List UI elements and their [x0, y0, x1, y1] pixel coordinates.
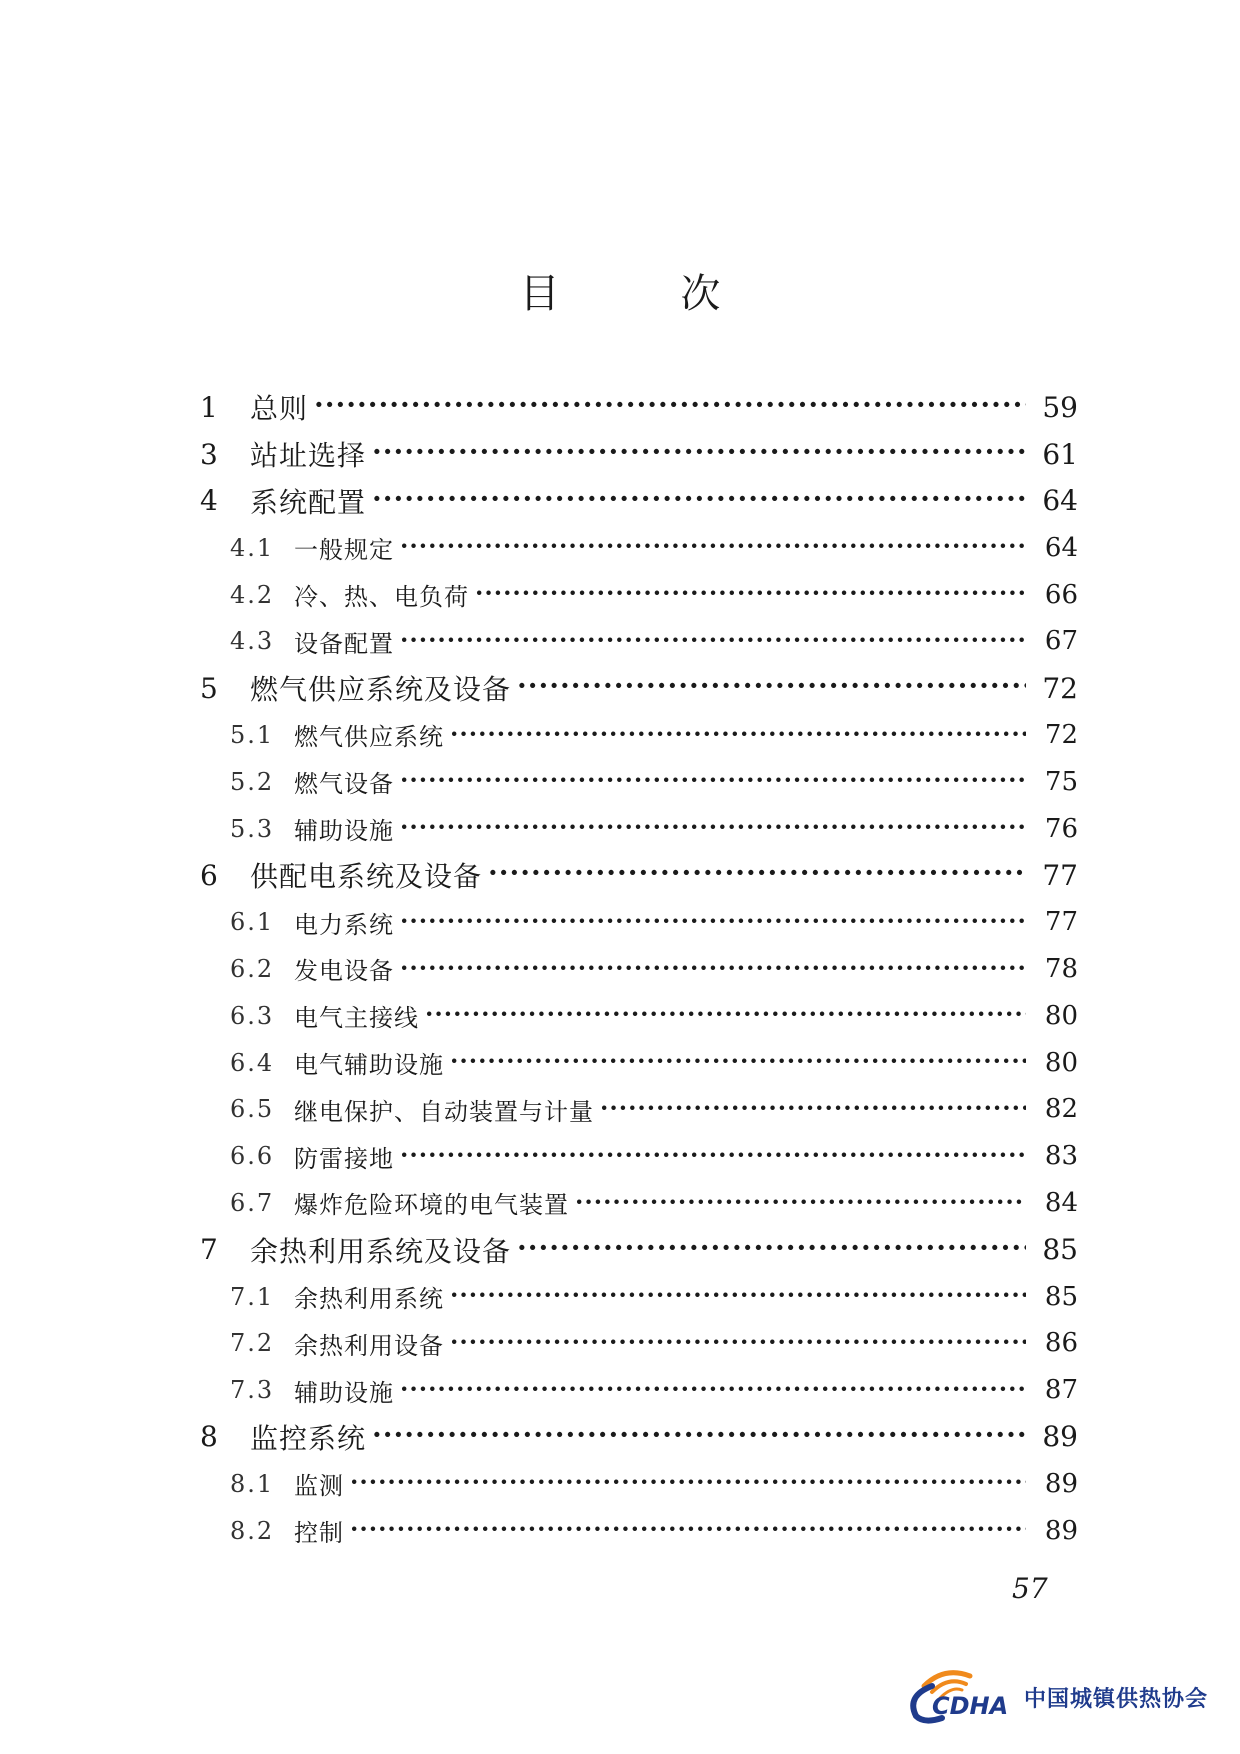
toc-section-row [198, 712, 1078, 759]
toc-page-number: 64 [1042, 484, 1078, 518]
toc-number: 5.3 [230, 814, 275, 843]
toc-number: 4.3 [230, 627, 275, 656]
cdha-logo-icon [902, 1662, 1022, 1726]
toc-section-row [198, 571, 1078, 618]
cdha-logo [902, 1662, 1222, 1726]
toc-leader-dots [400, 817, 1026, 841]
toc-label: 设备配置 [294, 629, 394, 658]
toc-label: 系统配置 [250, 485, 367, 519]
toc-number: 6.3 [230, 1001, 275, 1030]
toc-number: 8.1 [230, 1469, 275, 1498]
toc-page-number: 85 [1044, 1281, 1078, 1312]
toc-section-row [198, 524, 1078, 571]
toc-label: 冷、热、电负荷 [294, 583, 469, 612]
toc-chapter-row [198, 852, 1078, 899]
toc-page-number: 84 [1044, 1187, 1078, 1218]
toc-section-row [198, 1133, 1078, 1180]
toc-leader-dots [488, 861, 1026, 889]
toc-label: 电力系统 [294, 910, 394, 939]
toc-leader-dots [400, 1378, 1026, 1402]
toc-leader-dots [600, 1097, 1026, 1121]
toc-page-number: 59 [1042, 390, 1078, 424]
toc-page-number: 78 [1044, 953, 1078, 984]
toc-leader-dots [372, 440, 1026, 468]
toc-section-row [198, 899, 1078, 946]
toc-leader-dots [450, 723, 1026, 747]
toc-page-number: 61 [1042, 437, 1078, 471]
organization-name: 中国城镇供热协会 [1024, 1687, 1209, 1712]
toc-page-number: 64 [1044, 532, 1078, 563]
toc-label: 发电设备 [294, 957, 394, 986]
toc-label: 余热利用设备 [294, 1331, 444, 1360]
toc-label: 监测 [294, 1472, 344, 1501]
toc-leader-dots [400, 629, 1026, 653]
toc-page-number: 87 [1044, 1375, 1078, 1406]
toc-leader-dots [372, 487, 1026, 515]
toc-leader-dots [400, 910, 1026, 934]
toc-label: 余热利用系统 [294, 1285, 444, 1314]
toc-page-number: 83 [1044, 1141, 1078, 1172]
page-title: 目 次 [519, 271, 775, 317]
page-number: 57 [1012, 1572, 1048, 1605]
toc-number: 1 [200, 390, 218, 424]
toc-number: 7.2 [230, 1329, 275, 1358]
toc-page-number: 86 [1044, 1328, 1078, 1359]
toc-number: 5.1 [230, 720, 275, 749]
toc-number: 5 [200, 671, 218, 705]
toc-page-number: 80 [1044, 1000, 1078, 1031]
toc-number: 6.4 [230, 1048, 275, 1077]
toc-chapter-row [198, 1226, 1078, 1273]
toc-number: 6.5 [230, 1095, 275, 1124]
toc-chapter-row [198, 431, 1078, 478]
toc-page-number: 80 [1044, 1047, 1078, 1078]
toc-chapter-row [198, 1414, 1078, 1461]
toc-number: 6.2 [230, 954, 275, 983]
toc-label: 站址选择 [250, 439, 367, 473]
logo-letters: CDHA [932, 1692, 1009, 1720]
toc-leader-dots [314, 393, 1026, 421]
toc-section-row [198, 1460, 1078, 1507]
toc-label: 总则 [250, 392, 309, 426]
toc-page-number: 66 [1044, 579, 1078, 610]
toc-leader-dots [425, 1004, 1026, 1028]
toc-leader-dots [350, 1519, 1026, 1543]
toc-page-number: 76 [1044, 813, 1078, 844]
toc-label: 供配电系统及设备 [250, 860, 483, 894]
toc-number: 6.7 [230, 1188, 275, 1217]
toc-section-row [198, 1320, 1078, 1367]
toc-label: 电气辅助设施 [294, 1051, 444, 1080]
toc-label: 继电保护、自动装置与计量 [294, 1097, 594, 1126]
toc-section-row [198, 1086, 1078, 1133]
toc-section-row [198, 992, 1078, 1039]
toc-number: 7.3 [230, 1376, 275, 1405]
toc-section-row [198, 758, 1078, 805]
toc-number: 4.1 [230, 533, 275, 562]
toc-section-row [198, 1367, 1078, 1414]
toc-label: 燃气供应系统及设备 [250, 673, 512, 707]
toc-number: 4.2 [230, 580, 275, 609]
toc-number: 6.1 [230, 908, 275, 937]
toc-leader-dots [400, 770, 1026, 794]
toc-section-row [198, 1273, 1078, 1320]
toc-page-number: 77 [1042, 858, 1078, 892]
toc-section-row [198, 1039, 1078, 1086]
toc-leader-dots [400, 1144, 1026, 1168]
toc-section-row [198, 618, 1078, 665]
toc-label: 控制 [294, 1519, 344, 1548]
toc-page-number: 82 [1044, 1094, 1078, 1125]
toc-number: 8.2 [230, 1516, 275, 1545]
toc-leader-dots [450, 1331, 1026, 1355]
toc-page-number: 85 [1042, 1233, 1078, 1267]
toc-number: 6.6 [230, 1142, 275, 1171]
toc-chapter-row [198, 478, 1078, 525]
toc-section-row [198, 1180, 1078, 1227]
table-of-contents [198, 384, 1078, 1554]
toc-leader-dots [517, 674, 1026, 702]
toc-number: 8 [200, 1420, 218, 1454]
toc-leader-dots [372, 1423, 1026, 1451]
toc-leader-dots [475, 583, 1026, 607]
toc-label: 辅助设施 [294, 1378, 394, 1407]
toc-page-number: 75 [1044, 766, 1078, 797]
toc-leader-dots [517, 1236, 1026, 1264]
toc-leader-dots [450, 1051, 1026, 1075]
toc-chapter-row [198, 384, 1078, 431]
toc-leader-dots [575, 1191, 1026, 1215]
toc-label: 余热利用系统及设备 [250, 1234, 512, 1268]
toc-number: 3 [200, 437, 218, 471]
toc-number: 7.1 [230, 1282, 275, 1311]
toc-leader-dots [350, 1472, 1026, 1496]
toc-label: 爆炸危险环境的电气装置 [294, 1191, 569, 1220]
toc-label: 电气主接线 [294, 1004, 419, 1033]
toc-page-number: 77 [1044, 907, 1078, 938]
toc-section-row [198, 805, 1078, 852]
toc-leader-dots [400, 536, 1026, 560]
toc-label: 防雷接地 [294, 1144, 394, 1173]
toc-chapter-row [198, 665, 1078, 712]
toc-label: 一般规定 [294, 536, 394, 565]
toc-label: 燃气供应系统 [294, 723, 444, 752]
toc-page-number: 89 [1044, 1515, 1078, 1546]
toc-page-number: 89 [1044, 1468, 1078, 1499]
toc-label: 辅助设施 [294, 817, 394, 846]
toc-leader-dots [400, 957, 1026, 981]
toc-number: 4 [200, 484, 218, 518]
toc-label: 燃气设备 [294, 770, 394, 799]
toc-number: 5.2 [230, 767, 275, 796]
toc-page-number: 72 [1042, 671, 1078, 705]
toc-section-row [198, 1507, 1078, 1554]
toc-page-number: 72 [1044, 719, 1078, 750]
toc-leader-dots [450, 1285, 1026, 1309]
toc-section-row [198, 946, 1078, 993]
toc-label: 监控系统 [250, 1421, 367, 1455]
toc-page-number: 89 [1042, 1420, 1078, 1454]
toc-number: 6 [200, 858, 218, 892]
toc-page-number: 67 [1044, 626, 1078, 657]
toc-number: 7 [200, 1233, 218, 1267]
